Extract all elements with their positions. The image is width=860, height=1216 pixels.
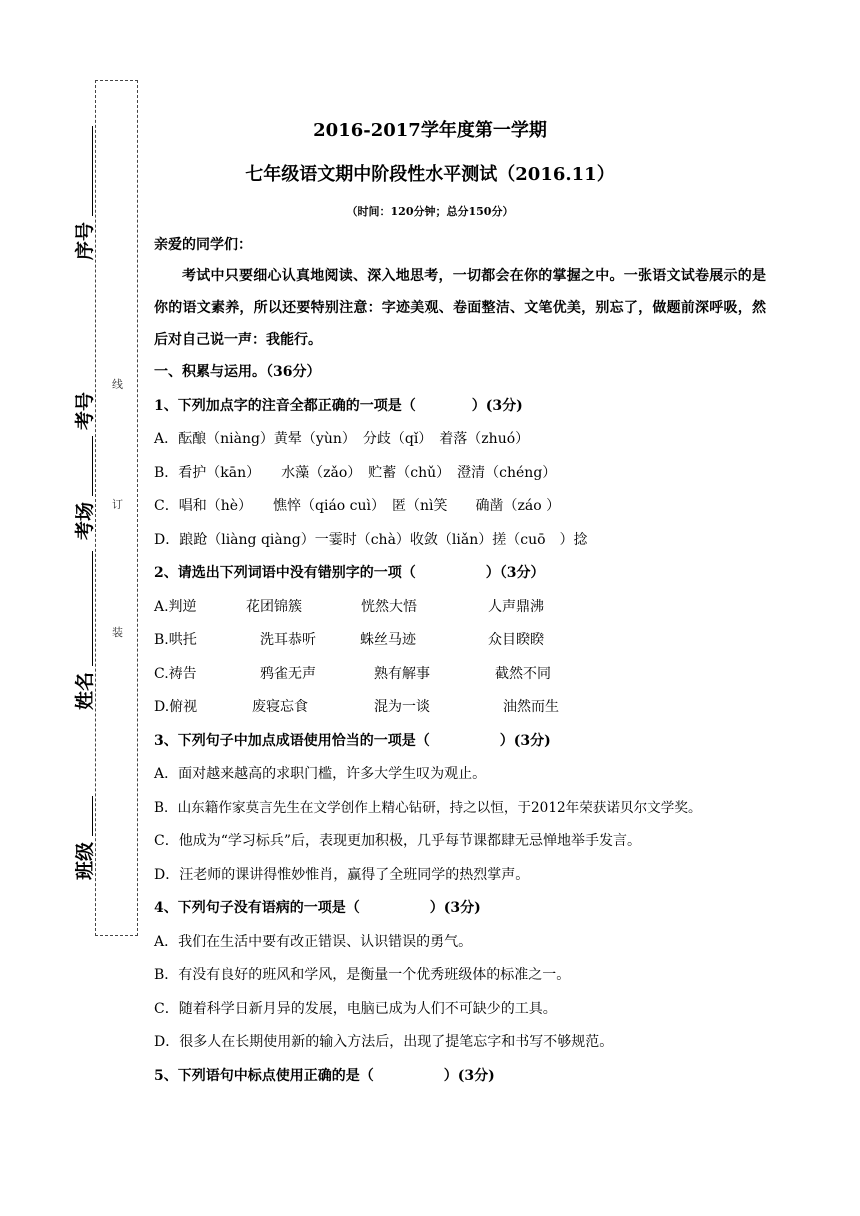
exam-title-main: 七年级语文期中阶段性水平测试（2016.11） xyxy=(245,164,615,185)
q3-option-a[interactable]: A．面对越来越高的求职门槛，许多大学生叹为观止。 xyxy=(154,766,487,782)
question-4-stem: 4、下列句子没有语病的一项是（ ）(3分) xyxy=(154,900,481,916)
name-label: 姓名 xyxy=(74,671,96,710)
seal-char-bind: 订 xyxy=(112,498,123,511)
question-5-stem: 5、下列语句中标点使用正确的是（ ）(3分) xyxy=(154,1067,495,1084)
q1-option-b[interactable]: B．看护（kān） 水藻（zǎo） 贮蓄（chǔ） 澄清（chéng） xyxy=(154,464,557,481)
class-blank[interactable] xyxy=(91,796,93,836)
exam-room-blank[interactable] xyxy=(91,436,93,496)
q2-b-word-3: 蛛丝马迹 xyxy=(360,632,416,648)
seal-char-line: 线 xyxy=(112,378,123,391)
q3-option-c[interactable]: C．他成为“学习标兵”后，表现更加积极，几乎每节课都肆无忌惮地举手发言。 xyxy=(154,833,642,849)
q1-option-c[interactable]: C．唱和（hè） 憔悴（qiáo cuì） 匿（nì笑 确凿（záo ） xyxy=(154,498,561,514)
q3-option-b[interactable]: B．山东籍作家莫言先生在文学创作上精心钻研，持之以恒，于2012年荣获诺贝尔文学奖。 xyxy=(154,799,702,816)
q4-option-a[interactable]: A．我们在生活中要有改正错误、认识错误的勇气。 xyxy=(154,933,473,950)
exam-no-field[interactable] xyxy=(70,386,97,430)
q4-option-c[interactable]: C．随着科学日新月异的发展，电脑已成为人们不可缺少的工具。 xyxy=(154,1000,557,1017)
q2-d-word-4: 油然而生 xyxy=(503,699,559,715)
question-2-stem: 2、请选出下列词语中没有错别字的一项（ ）（3分） xyxy=(154,565,545,581)
q2-d-word-1: D.俯视 xyxy=(154,699,198,715)
q2-option-c[interactable] xyxy=(154,658,766,692)
name-blank[interactable] xyxy=(91,551,93,666)
class-label: 班级 xyxy=(74,841,96,880)
q2-c-word-1: C.祷告 xyxy=(154,665,197,682)
q2-d-word-3: 混为一谈 xyxy=(374,699,430,715)
exam-title-year: 2016-2017学年度第一学期 xyxy=(313,120,547,141)
q2-option-a[interactable] xyxy=(154,591,766,625)
q2-option-b[interactable] xyxy=(154,624,766,658)
q2-b-word-2: 洗耳恭听 xyxy=(260,632,316,648)
q3-option-d[interactable]: D．汪老师的课讲得惟妙惟肖，赢得了全班同学的热烈掌声。 xyxy=(154,866,530,883)
q2-a-word-1: A.判逆 xyxy=(154,598,197,615)
exam-content xyxy=(154,230,766,1093)
q1-option-a[interactable]: A．酝酿（niàng）黄晕（yùn） 分歧（qǐ） 着落（zhuó） xyxy=(154,431,530,447)
exam-info: （时间：120分钟；总分150分） xyxy=(346,205,514,218)
q2-option-d[interactable] xyxy=(154,691,766,725)
q2-a-word-3: 恍然大悟 xyxy=(361,598,417,615)
question-3-stem: 3、下列句子中加点成语使用恰当的一项是（ ）(3分) xyxy=(154,732,551,749)
q2-c-word-2: 鸦雀无声 xyxy=(260,665,316,682)
exam-room-field[interactable] xyxy=(70,436,97,540)
intro-text: 考试中只要细心认真地阅读、深入地思考，一切都会在你的掌握之中。一张语文试卷展示的是你的语文素养，所以还要特别注意：字迹美观、卷面整洁、文笔优美，别忘了，做题前深呼吸，然后对自己说一声：我能行。 xyxy=(154,268,766,348)
greeting: 亲爱的同学们： xyxy=(154,237,252,253)
serial-label: 序号 xyxy=(74,221,96,260)
seal-char-pack: 装 xyxy=(112,626,123,639)
name-field[interactable] xyxy=(70,551,97,710)
serial-field[interactable] xyxy=(70,126,97,260)
question-1-stem: 1、下列加点字的注音全都正确的一项是（ ）(3分) xyxy=(154,397,523,414)
q4-option-d[interactable]: D．很多人在长期使用新的输入方法后，出现了提笔忘字和书写不够规范。 xyxy=(154,1034,614,1050)
q2-c-word-3: 熟有解事 xyxy=(374,665,430,682)
exam-no-label: 考号 xyxy=(74,391,96,430)
class-field[interactable] xyxy=(70,796,97,880)
q2-a-word-4: 人声鼎沸 xyxy=(488,598,544,615)
q4-option-b[interactable]: B．有没有良好的班风和学风，是衡量一个优秀班级体的标准之一。 xyxy=(154,967,571,983)
q1-option-d[interactable]: D．踉跄（liàng qiàng）一霎时（chà）收敛（liǎn）搓（cuō ）捻 xyxy=(154,531,588,548)
q2-b-word-4: 众目睽睽 xyxy=(488,632,544,648)
q2-b-word-1: B.哄托 xyxy=(154,632,197,648)
exam-room-label: 考场 xyxy=(74,501,96,540)
section-title: 一、积累与运用。（36分） xyxy=(154,364,321,380)
q2-a-word-2: 花团锦簇 xyxy=(246,598,302,615)
q2-c-word-4: 截然不同 xyxy=(495,665,551,682)
q2-d-word-2: 废寝忘食 xyxy=(252,699,308,715)
